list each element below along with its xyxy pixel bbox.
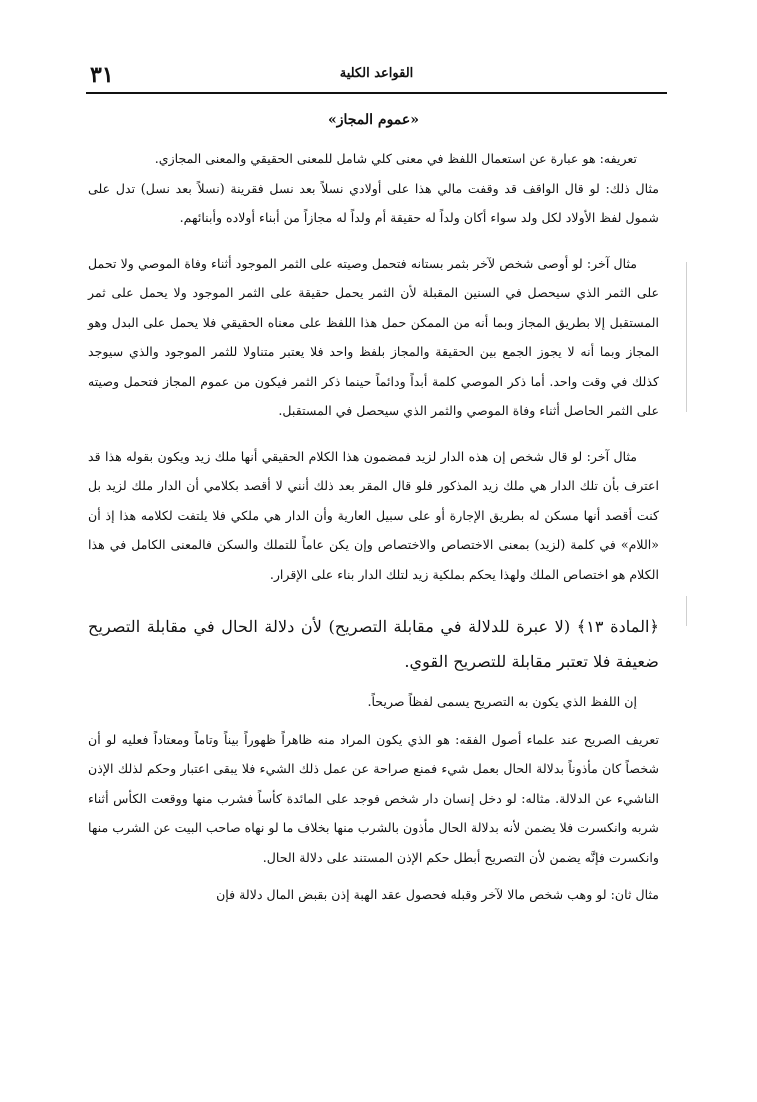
article-heading: ﴿المادة ١٣﴾ (لا عبرة للدلالة في مقابلة التصريح) لأن دلالة الحال في مقابلة التصريح ضعيفة فلا تعتبر مقابلة للتصريح القوي. — [88, 617, 659, 671]
note-paragraph: إن اللفظ الذي يكون به التصريح يسمى لفظاً صريحاً. — [367, 694, 637, 709]
section-title: «عموم المجاز» — [327, 112, 420, 128]
definition-paragraph: تعريفه: هو عبارة عن استعمال اللفظ في معنى كلي شامل للمعنى الحقيقي والمعنى المجازي. — [154, 151, 637, 166]
page-number: ٣١ — [90, 62, 114, 88]
running-title: القواعد الكلية — [339, 66, 414, 81]
scan-mark — [686, 262, 687, 412]
header-rule — [86, 92, 667, 94]
page-body — [88, 112, 659, 910]
example-paragraph: مثال آخر: لو قال شخص إن هذه الدار لزيد فمضمون هذا الكلام الحقيقي أنها ملك زيد ويكون بقوله هذا قد اعترف بأن تلك الدار هي ملك زيد المذكور فلو قال المقر بعد ذلك أنني لا أقصد بكلامي أن الدار ملك لزيد بل كنت أقصد أنها مسكن له بطريق الإجارة أو على سبيل العارية وأن الدار هي ملكي فلا يلتفت لكلامه هذا إذ أن «اللام» في كلمة (لزيد) بمعنى الاختصاص والاختصاص وإن يكن عاماً للتملك والسكن فالمعنى الكامل في هذا الكلام هو اختصاص الملك ولهذا يحكم بملكية زيد لتلك الدار بناء على الإقرار. — [88, 448, 659, 582]
example-paragraph: مثال ثان: لو وهب شخص مالا لآخر وقبله فحصول عقد الهبة إذن بقبض المال دلالة فإن — [216, 887, 659, 902]
scan-mark — [686, 596, 687, 626]
example-paragraph: مثال ذلك: لو قال الواقف قد وقفت مالي هذا على أولادي نسلاً بعد نسل فقرينة (نسلاً بعد نسل) تدل على شمول لفظ الأولاد لكل ولد سواء أكان ولداً له حقيقة أم ولداً له مجازاً من أبناء أولاده وأبنائهم. — [88, 180, 659, 225]
definition-paragraph: تعريف الصريح عند علماء أصول الفقه: هو الذي يكون المراد منه ظاهراً ظهوراً بيناً وتاماً ومعتاداً فعليه لو أن شخصاً كان مأذوناً بدلالة الحال بعمل شيء فمنع صراحة عن عمل ذلك الشيء فلا يبقى اعتبار وحكم لذلك الإذن الناشيء عن الدلالة. مثاله: لو دخل إنسان دار شخص فوجد على المائدة كأساً فشرب منها ووقعت الكأس أثناء شربه وانكسرت فلا يضمن لأنه بدلالة الحال مأذون بالشرب منها بخلاف ما لو نهاه صاحب البيت عن الشرب منها وانكسرت فإنَّه يضمن لأن التصريح أبطل حكم الإذن المستند على دلالة الحال. — [88, 731, 659, 865]
example-paragraph: مثال آخر: لو أوصى شخص لآخر بثمر بستانه فتحمل وصيته على الثمر الموجود أثناء وفاة الموصي ولا تحمل على الثمر الذي سيحصل في السنين المقبلة لأن الثمر يحمل حقيقة على الثمر الموجود ولا يحمل على ثمر المستقبل إلا بطريق المجاز وبما أنه من الممكن حمل هذا اللفظ على معناه الحقيقي فلا يحمل على البدل وهو المجاز وبما أنه لا يجوز الجمع بين الحقيقة والمجاز بلفظ واحد فلا يعتبر متناولا للثمر الموجود والذي سيوجد كذلك في وقت واحد. أما ذكر الموصي كلمة أبداً ودائماً حينما ذكر الثمر فيكون من عموم المجاز فتحمل وصيته على الثمر الحاصل أثناء وفاة الموصي والثمر الذي سيحصل في المستقبل. — [88, 255, 659, 418]
page-header — [88, 56, 665, 92]
